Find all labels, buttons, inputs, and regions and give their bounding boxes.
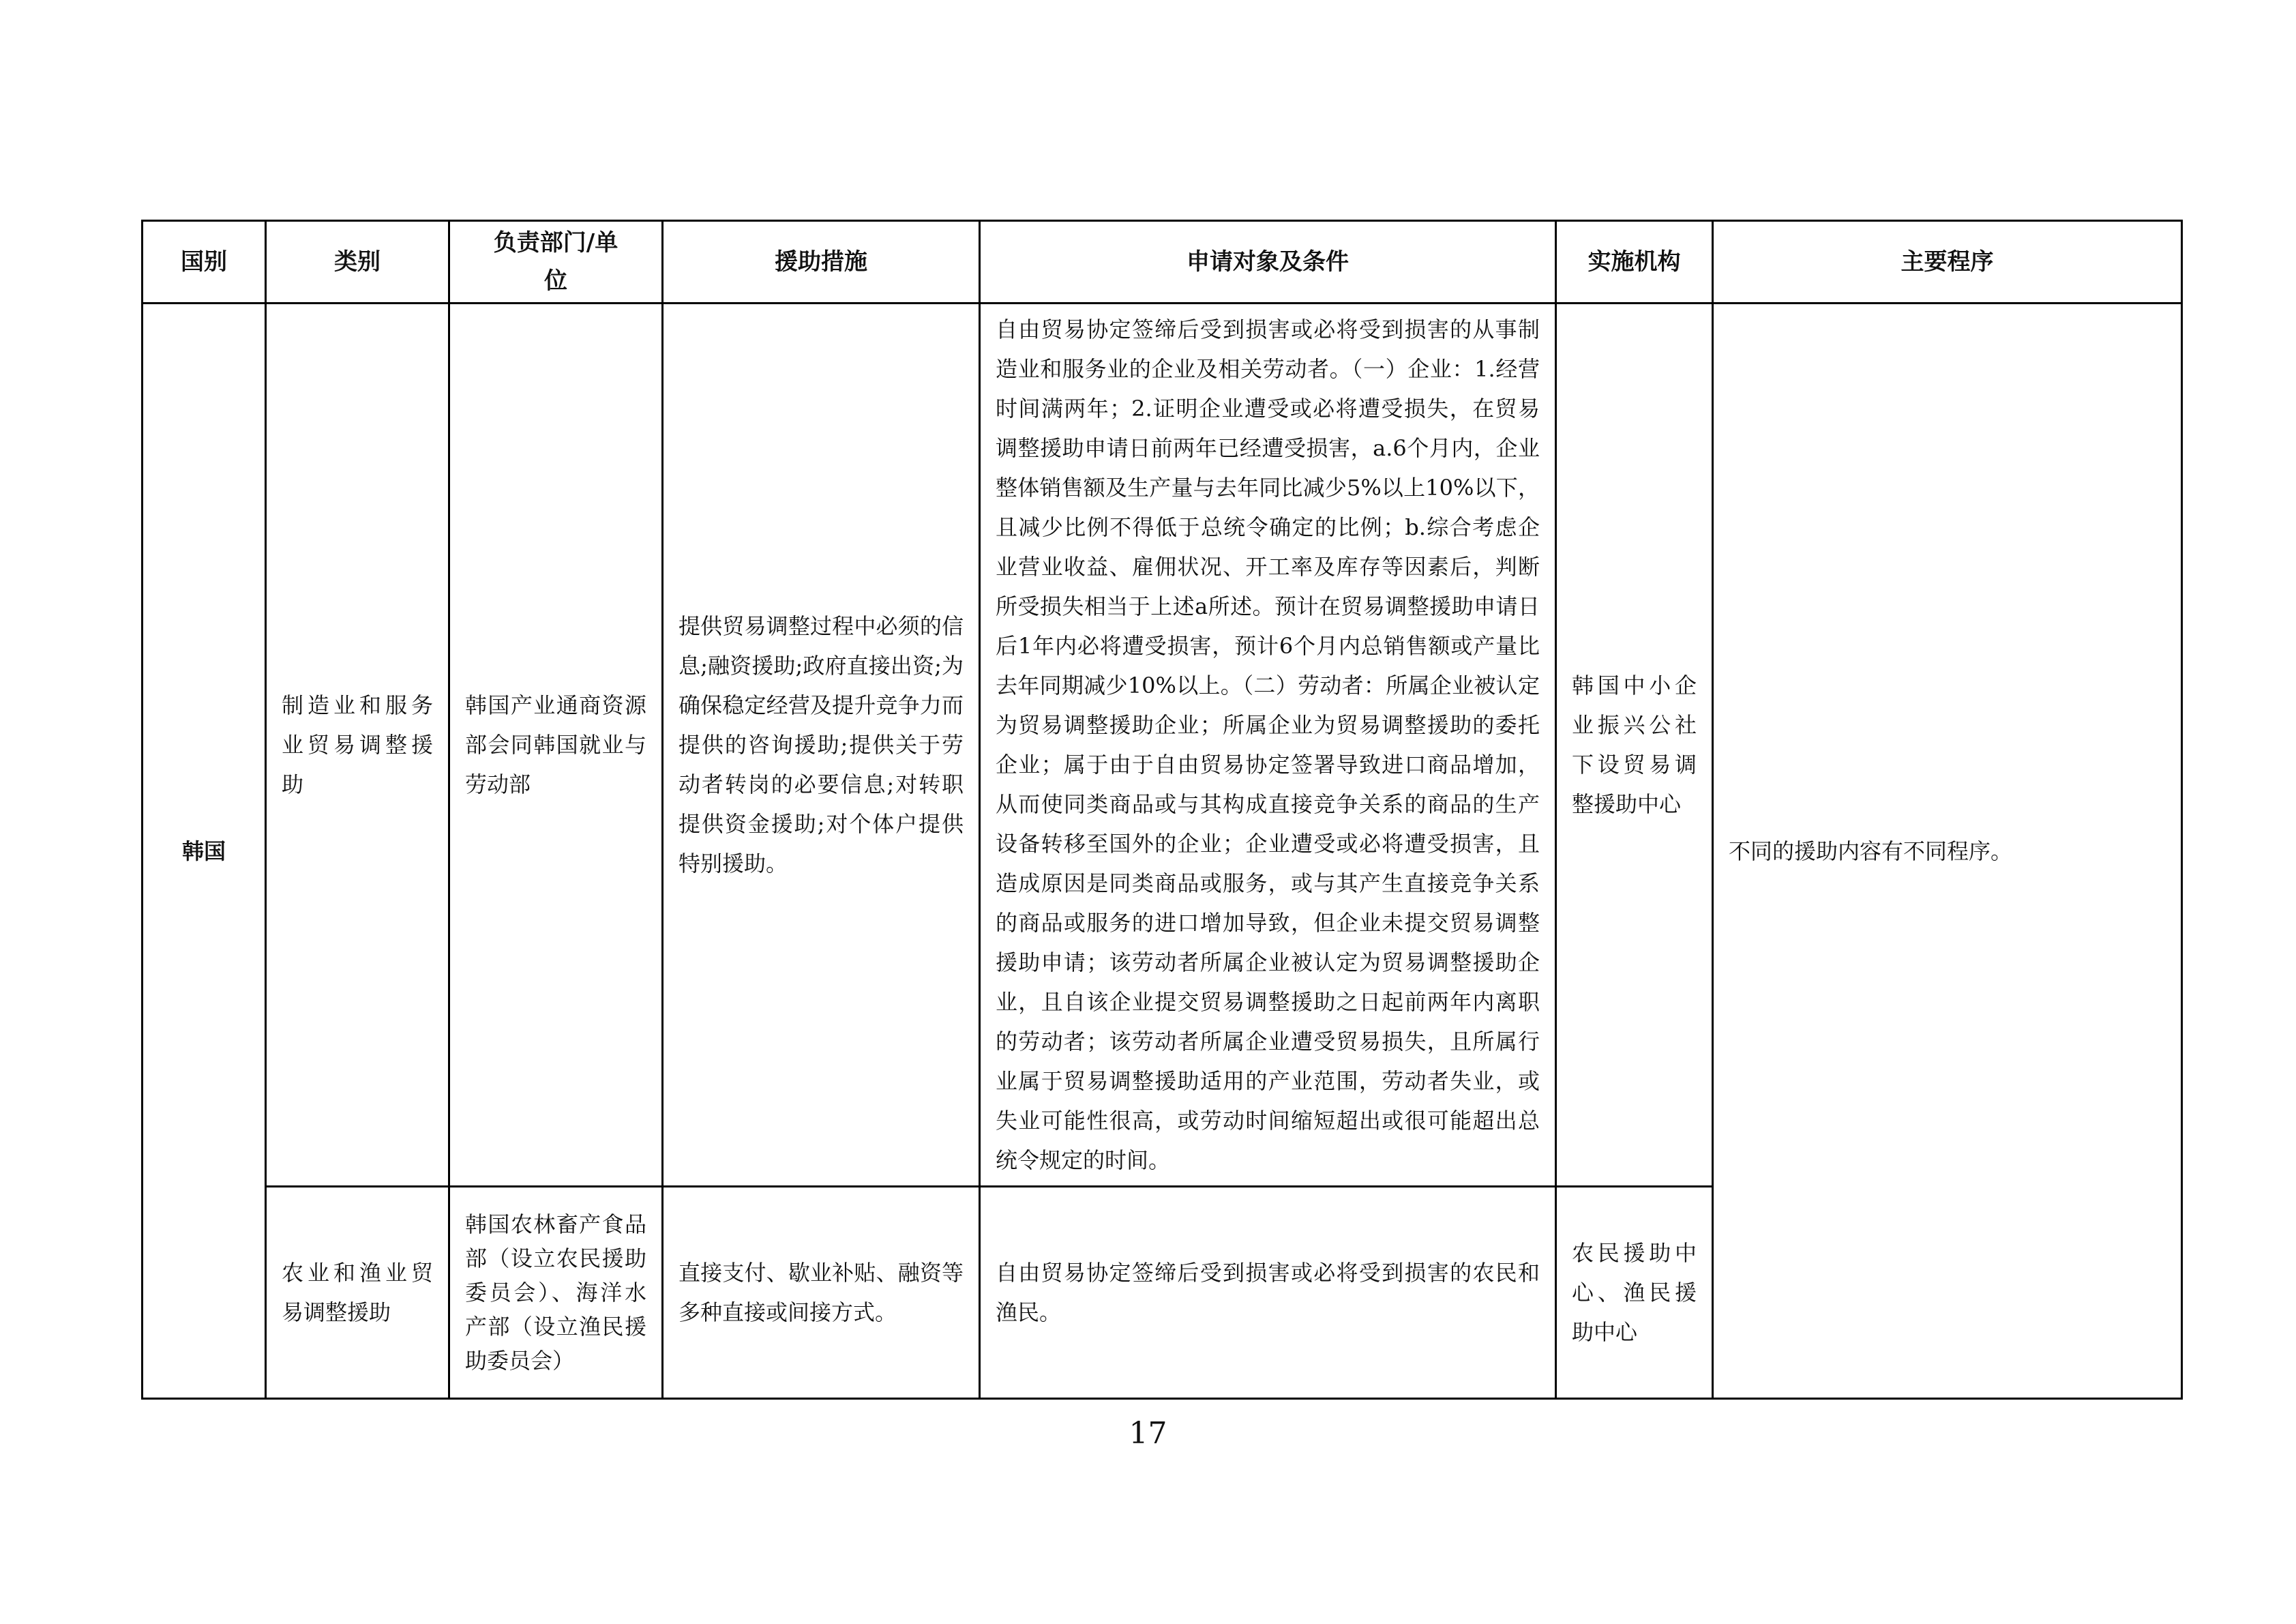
department-cell: 韩国产业通商资源部会同韩国就业与劳动部 [449,304,663,1187]
measures-cell: 直接支付、歇业补贴、融资等多种直接或间接方式。 [663,1187,980,1399]
agency-cell: 农民援助中心、渔民援助中心 [1556,1187,1713,1399]
header-department: 负责部门/单位 [449,221,663,304]
measures-cell: 提供贸易调整过程中必须的信息;融资援助;政府直接出资;为确保稳定经营及提升竞争力而提供的咨询援助;提供关于劳动者转岗的必要信息;对转职提供资金援助;对个体户提供特别援助。 [663,304,980,1187]
department-cell: 韩国农林畜产食品部（设立农民援助委员会）、海洋水产部（设立渔民援助委员会） [449,1187,663,1399]
header-country: 国别 [143,221,266,304]
page-number: 17 [1129,1416,1167,1451]
procedure-cell: 不同的援助内容有不同程序。 [1713,304,2182,1399]
aid-table [141,220,2183,1400]
category-cell: 制造业和服务业贸易调整援助 [266,304,449,1187]
conditions-cell: 自由贸易协定签缔后受到损害或必将受到损害的农民和渔民。 [980,1187,1556,1399]
category-cell: 农业和渔业贸易调整援助 [266,1187,449,1399]
table-row [143,304,2182,1187]
conditions-cell: 自由贸易协定签缔后受到损害或必将受到损害的从事制造业和服务业的企业及相关劳动者。（一）企业：1.经营时间满两年；2.证明企业遭受或必将遭受损失，在贸易调整援助申请日前两年已经遭受损害，a.6个月内，企业整体销售额及生产量与去年同比减少5%以上10%以下，且减少比例不得低于总统令确定的比例；b.综合考虑企业营业收益、雇佣状况、开工率及库存等因素后，判断所受损失相当于上述a所述。预计在贸易调整援助申请日后1年内必将遭受损害，预计6个月内总销售额或产量比去年同期减少10%以上。（二）劳动者：所属企业被认定为贸易调整援助企业；所属企业为贸易调整援助的委托企业；属于由于自由贸易协定签署导致进口商品增加，从而使同类商品或与其构成直接竞争关系的商品的生产设备转移至国外的企业；企业遭受或必将遭受损害，且造成原因是同类商品或服务，或与其产生直接竞争关系的商品或服务的进口增加导致，但企业未提交贸易调整援助申请；该劳动者所属企业被认定为贸易调整援助企业，且自该企业提交贸易调整援助之日起前两年内离职的劳动者；该劳动者所属企业遭受贸易损失，且所属行业属于贸易调整援助适用的产业范围，劳动者失业，或失业可能性很高，或劳动时间缩短超出或很可能超出总统令规定的时间。 [980,304,1556,1187]
header-measures: 援助措施 [663,221,980,304]
agency-cell: 韩国中小企业振兴公社下设贸易调整援助中心 [1556,304,1713,1187]
header-row [143,221,2182,304]
country-cell: 韩国 [143,304,266,1399]
header-procedure: 主要程序 [1713,221,2182,304]
header-category: 类别 [266,221,449,304]
header-conditions: 申请对象及条件 [980,221,1556,304]
header-agency: 实施机构 [1556,221,1713,304]
